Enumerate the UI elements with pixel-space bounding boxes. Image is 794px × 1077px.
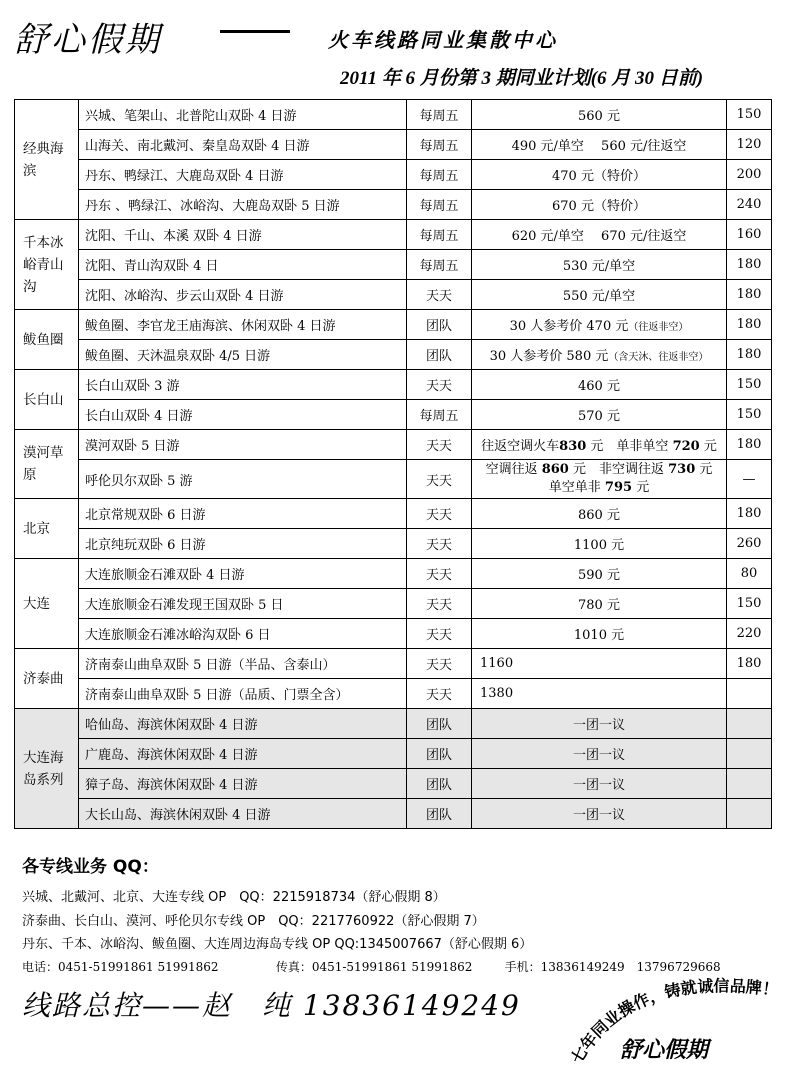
frequency-cell: 团队 <box>407 769 472 799</box>
price-cell <box>472 250 727 280</box>
qq-title: 各专线业务 QQ： <box>22 857 159 877</box>
price-part: 1160 <box>480 656 514 671</box>
price-part: 一团一议 <box>572 748 625 763</box>
table-row <box>15 430 772 460</box>
price-cell <box>472 430 727 460</box>
price-part: 460 元 <box>578 379 620 394</box>
price-part: （往返非空） <box>628 322 689 333</box>
frequency-cell: 每周五 <box>407 160 472 190</box>
price-cell <box>472 529 727 559</box>
price-cell <box>472 799 727 829</box>
frequency-cell: 天天 <box>407 529 472 559</box>
price-part: 1380 <box>480 686 514 701</box>
category-cell: 北京 <box>15 499 79 559</box>
route-cell: 兴城、笔架山、北普陀山双卧 4 日游 <box>79 100 407 130</box>
table-row <box>15 130 772 160</box>
table-row <box>15 370 772 400</box>
price-cell <box>472 619 727 649</box>
price-table <box>14 99 772 829</box>
table-row <box>15 310 772 340</box>
price-part: 1100 元 <box>573 538 625 553</box>
table-row <box>15 280 772 310</box>
route-cell: 山海关、南北戴河、秦皇岛双卧 4 日游 <box>79 130 407 160</box>
table-row <box>15 220 772 250</box>
price-part: 30 人参考价 580 元 <box>489 349 609 364</box>
signature: 线路总控——赵 纯 13836149249 <box>22 989 521 1022</box>
price-part: 620 元/单空 670 元/往返空 <box>511 229 687 244</box>
extra-cell: 120 <box>727 130 772 160</box>
price-table-body <box>15 100 772 829</box>
extra-cell <box>727 739 772 769</box>
route-cell: 大连旅顺金石滩冰峪沟双卧 6 日 <box>79 619 407 649</box>
price-part: 830 <box>559 439 587 454</box>
phone: 电话：0451-51991861 51991862 <box>22 960 219 974</box>
extra-cell: 260 <box>727 529 772 559</box>
price-part: 单空单非 <box>548 480 605 495</box>
price-part: 860 元 <box>578 508 620 523</box>
table-row <box>15 340 772 370</box>
frequency-cell: 天天 <box>407 499 472 529</box>
frequency-cell: 天天 <box>407 370 472 400</box>
frequency-cell: 天天 <box>407 619 472 649</box>
frequency-cell: 团队 <box>407 799 472 829</box>
extra-cell: 180 <box>727 430 772 460</box>
price-part: 元 <box>695 462 713 477</box>
price-cell <box>472 589 727 619</box>
extra-cell <box>727 709 772 739</box>
extra-cell: 180 <box>727 649 772 679</box>
extra-cell: 150 <box>727 400 772 430</box>
slogan-path: 七年同业操作，铸就诚信品牌！ <box>567 976 780 1067</box>
price-cell <box>472 499 727 529</box>
extra-cell <box>727 769 772 799</box>
route-cell: 大连旅顺金石滩发现王国双卧 5 日 <box>79 589 407 619</box>
price-part: （含天沐、往返非空） <box>608 352 709 363</box>
frequency-cell: 团队 <box>407 340 472 370</box>
category-cell: 千本冰峪青山沟 <box>15 220 79 310</box>
price-cell <box>472 769 727 799</box>
price-part: 860 <box>541 462 569 477</box>
price-part: 一团一议 <box>572 778 625 793</box>
price-cell <box>472 280 727 310</box>
price-cell <box>472 739 727 769</box>
qq-line-3: 丹东、千本、冰峪沟、鲅鱼圈、大连周边海岛专线 OP QQ:1345007667（舒心假期 6） <box>22 937 533 952</box>
extra-cell: 150 <box>727 589 772 619</box>
route-cell: 丹东、鸭绿江、大鹿岛双卧 4 日游 <box>79 160 407 190</box>
frequency-cell: 每周五 <box>407 100 472 130</box>
fax: 传真：0451-51991861 51991862 <box>275 960 473 974</box>
route-cell: 沈阳、青山沟双卧 4 日 <box>79 250 407 280</box>
route-cell: 济南泰山曲阜双卧 5 日游（半品、含泰山） <box>79 649 407 679</box>
price-cell <box>472 370 727 400</box>
frequency-cell: 每周五 <box>407 400 472 430</box>
price-cell <box>472 559 727 589</box>
frequency-cell: 天天 <box>407 559 472 589</box>
route-cell: 漠河双卧 5 日游 <box>79 430 407 460</box>
price-part: 一团一议 <box>572 808 625 823</box>
table-row <box>15 679 772 709</box>
price-part: 550 元/单空 <box>562 289 636 304</box>
price-cell <box>472 100 727 130</box>
category-cell: 大连海岛系列 <box>15 709 79 829</box>
title-dash <box>220 30 290 33</box>
price-cell <box>472 679 727 709</box>
frequency-cell: 团队 <box>407 739 472 769</box>
price-cell <box>472 190 727 220</box>
mobile: 手机：13836149249 13796729668 <box>504 960 721 974</box>
stamp-brand: 舒心假期 <box>620 1038 709 1063</box>
extra-cell: 150 <box>727 370 772 400</box>
price-part: 570 元 <box>578 409 620 424</box>
table-row <box>15 160 772 190</box>
price-part: 元 <box>699 439 717 454</box>
frequency-cell: 天天 <box>407 280 472 310</box>
extra-cell: 180 <box>727 310 772 340</box>
price-cell <box>472 160 727 190</box>
route-cell: 长白山双卧 4 日游 <box>79 400 407 430</box>
extra-cell: 80 <box>727 559 772 589</box>
frequency-cell: 天天 <box>407 430 472 460</box>
table-row <box>15 799 772 829</box>
price-part: 30 人参考价 470 元 <box>509 319 629 334</box>
table-row <box>15 460 772 499</box>
price-part: 720 <box>672 439 700 454</box>
route-cell: 哈仙岛、海滨休闲双卧 4 日游 <box>79 709 407 739</box>
route-cell: 呼伦贝尔双卧 5 游 <box>79 460 407 499</box>
route-cell: 獐子岛、海滨休闲双卧 4 日游 <box>79 769 407 799</box>
table-row <box>15 559 772 589</box>
table-row <box>15 619 772 649</box>
frequency-cell: 天天 <box>407 649 472 679</box>
price-part: 560 元 <box>578 109 620 124</box>
extra-cell: 160 <box>727 220 772 250</box>
category-cell: 济泰曲 <box>15 649 79 709</box>
extra-cell: 220 <box>727 619 772 649</box>
price-cell <box>472 709 727 739</box>
price-part: 1010 元 <box>573 628 625 643</box>
extra-cell: 180 <box>727 280 772 310</box>
slogan-stamp <box>560 965 780 1075</box>
price-line-1 <box>475 461 723 479</box>
route-cell: 广鹿岛、海滨休闲双卧 4 日游 <box>79 739 407 769</box>
frequency-cell: 天天 <box>407 589 472 619</box>
extra-cell <box>727 679 772 709</box>
price-part: 470 元（特价） <box>552 169 646 184</box>
price-part: 空调往返 <box>485 462 542 477</box>
price-cell <box>472 460 727 499</box>
price-part: 590 元 <box>578 568 620 583</box>
price-part: 一团一议 <box>572 718 625 733</box>
table-row <box>15 250 772 280</box>
frequency-cell: 每周五 <box>407 220 472 250</box>
frequency-cell: 每周五 <box>407 190 472 220</box>
plan-title: 2011 年 6 月份第 3 期同业计划(6 月 30 日前) <box>340 68 704 89</box>
category-cell: 漠河草原 <box>15 430 79 499</box>
extra-cell: 180 <box>727 250 772 280</box>
price-cell <box>472 130 727 160</box>
price-cell <box>472 220 727 250</box>
extra-cell <box>727 799 772 829</box>
extra-cell: 200 <box>727 160 772 190</box>
subtitle: 火车线路同业集散中心 <box>328 28 558 52</box>
frequency-cell: 天天 <box>407 679 472 709</box>
extra-cell: 150 <box>727 100 772 130</box>
table-row <box>15 739 772 769</box>
price-cell <box>472 310 727 340</box>
frequency-cell: 团队 <box>407 310 472 340</box>
price-part: 730 <box>668 462 696 477</box>
frequency-cell: 团队 <box>407 709 472 739</box>
route-cell: 鲅鱼圈、天沐温泉双卧 4/5 日游 <box>79 340 407 370</box>
category-cell: 鲅鱼圈 <box>15 310 79 370</box>
route-cell: 大连旅顺金石滩双卧 4 日游 <box>79 559 407 589</box>
price-part: 元 非空调往返 <box>568 462 669 477</box>
route-cell: 济南泰山曲阜双卧 5 日游（品质、门票全含） <box>79 679 407 709</box>
frequency-cell: 每周五 <box>407 250 472 280</box>
table-row <box>15 100 772 130</box>
route-cell: 鲅鱼圈、李官龙王庙海滨、休闲双卧 4 日游 <box>79 310 407 340</box>
qq-line-1: 兴城、北戴河、北京、大连专线 OP QQ：2215918734（舒心假期 8） <box>22 890 446 905</box>
extra-cell: 180 <box>727 340 772 370</box>
table-row <box>15 769 772 799</box>
extra-cell: 180 <box>727 499 772 529</box>
table-row <box>15 400 772 430</box>
price-part: 795 <box>604 480 633 495</box>
price-part: 490 元/单空 560 元/往返空 <box>511 139 687 154</box>
price-part: 往返空调火车 <box>481 439 560 454</box>
table-row <box>15 529 772 559</box>
extra-cell: — <box>727 460 772 499</box>
category-cell: 长白山 <box>15 370 79 430</box>
route-cell: 北京纯玩双卧 6 日游 <box>79 529 407 559</box>
price-part: 530 元/单空 <box>562 259 636 274</box>
table-row <box>15 190 772 220</box>
route-cell: 丹东 、鸭绿江、冰峪沟、大鹿岛双卧 5 日游 <box>79 190 407 220</box>
table-row <box>15 709 772 739</box>
price-line-2 <box>475 479 723 497</box>
frequency-cell: 每周五 <box>407 130 472 160</box>
table-row <box>15 499 772 529</box>
price-part: 元 单非单空 <box>586 439 673 454</box>
route-cell: 长白山双卧 3 游 <box>79 370 407 400</box>
brand-title: 舒心假期 <box>14 20 162 60</box>
frequency-cell: 天天 <box>407 460 472 499</box>
route-cell: 大长山岛、海滨休闲双卧 4 日游 <box>79 799 407 829</box>
price-part: 780 元 <box>578 598 620 613</box>
price-part: 元 <box>632 480 650 495</box>
category-cell: 大连 <box>15 559 79 649</box>
price-cell <box>472 400 727 430</box>
table-row <box>15 589 772 619</box>
category-cell: 经典海滨 <box>15 100 79 220</box>
route-cell: 沈阳、冰峪沟、步云山双卧 4 日游 <box>79 280 407 310</box>
price-cell <box>472 649 727 679</box>
route-cell: 沈阳、千山、本溪 双卧 4 日游 <box>79 220 407 250</box>
extra-cell: 240 <box>727 190 772 220</box>
qq-line-2: 济泰曲、长白山、漠河、呼伦贝尔专线 OP QQ：2217760922（舒心假期 7） <box>22 914 485 929</box>
route-cell: 北京常规双卧 6 日游 <box>79 499 407 529</box>
price-cell <box>472 340 727 370</box>
table-row <box>15 649 772 679</box>
price-part: 670 元（特价） <box>552 199 646 214</box>
